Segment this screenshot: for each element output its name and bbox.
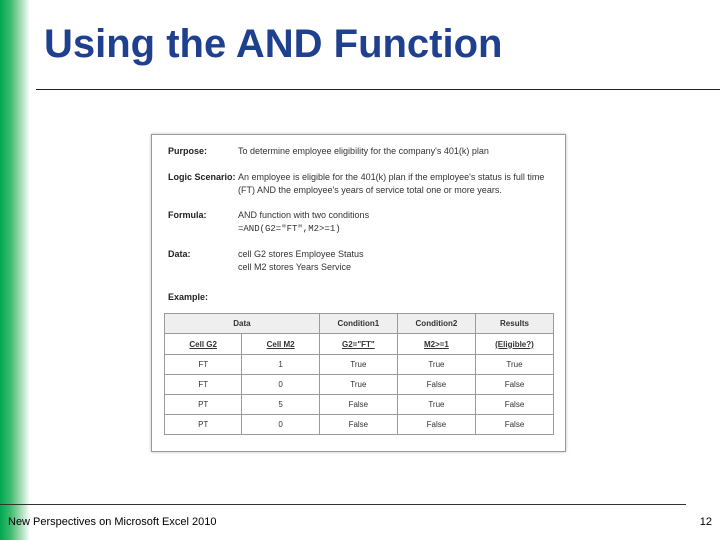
formula-text	[238, 209, 563, 235]
subheader-cell-m2: Cell M2	[242, 334, 319, 355]
data-label: Data:	[168, 249, 191, 259]
scenario-label: Logic Scenario:	[168, 172, 236, 182]
purpose-text: To determine employee eligibility for the company's 401(k) plan	[238, 146, 489, 156]
header-data: Data	[165, 314, 320, 334]
header-condition1: Condition1	[319, 314, 397, 334]
table-row	[165, 355, 554, 375]
table-cell: True	[475, 355, 553, 375]
table-cell: FT	[165, 375, 242, 395]
table-cell: 0	[242, 375, 319, 395]
table-cell: False	[397, 375, 475, 395]
formula-description: AND function with two conditions	[238, 210, 370, 220]
header-condition2: Condition2	[397, 314, 475, 334]
and-function-figure	[151, 134, 566, 452]
table-cell: True	[319, 355, 397, 375]
table-cell: False	[475, 415, 553, 435]
footer-text: New Perspectives on Microsoft Excel 2010	[8, 516, 217, 528]
purpose-label: Purpose:	[168, 146, 208, 156]
subheader-condition2: M2>=1	[397, 334, 475, 355]
data-line-m2: cell M2 stores Years Service	[238, 261, 352, 272]
title-divider	[36, 89, 720, 90]
table-row	[165, 395, 554, 415]
example-table	[164, 313, 554, 435]
data-text	[238, 248, 563, 273]
table-cell: 5	[242, 395, 319, 415]
table-cell: True	[397, 395, 475, 415]
table-cell: False	[319, 395, 397, 415]
subheader-cell-g2: Cell G2	[165, 334, 242, 355]
table-subheader-row	[165, 334, 554, 355]
table-cell: False	[397, 415, 475, 435]
page-number: 12	[699, 516, 712, 528]
scenario-text: An employee is eligible for the 401(k) plan if the employee's status is full time (FT) AND the employee's years of service total one or more years.	[238, 172, 545, 195]
header-results: Results	[475, 314, 553, 334]
table-cell: 0	[242, 415, 319, 435]
table-cell: False	[319, 415, 397, 435]
table-header-row	[165, 314, 554, 334]
table-cell: True	[397, 355, 475, 375]
subheader-eligible: (Eligible?)	[475, 334, 553, 355]
table-cell: PT	[165, 395, 242, 415]
table-row	[165, 375, 554, 395]
table-cell: FT	[165, 355, 242, 375]
formula-label: Formula:	[168, 210, 207, 220]
slide-title: Using the AND Function	[44, 22, 503, 66]
subheader-condition1: G2="FT"	[319, 334, 397, 355]
table-cell: 1	[242, 355, 319, 375]
table-row	[165, 415, 554, 435]
table-cell: False	[475, 395, 553, 415]
table-cell: False	[475, 375, 553, 395]
green-side-bar	[0, 0, 30, 540]
example-label: Example:	[168, 292, 209, 302]
data-line-g2: cell G2 stores Employee Status	[238, 249, 364, 259]
table-cell: True	[319, 375, 397, 395]
formula-code: =AND(G2="FT",M2>=1)	[238, 223, 341, 234]
footer-divider	[0, 504, 686, 505]
table-cell: PT	[165, 415, 242, 435]
